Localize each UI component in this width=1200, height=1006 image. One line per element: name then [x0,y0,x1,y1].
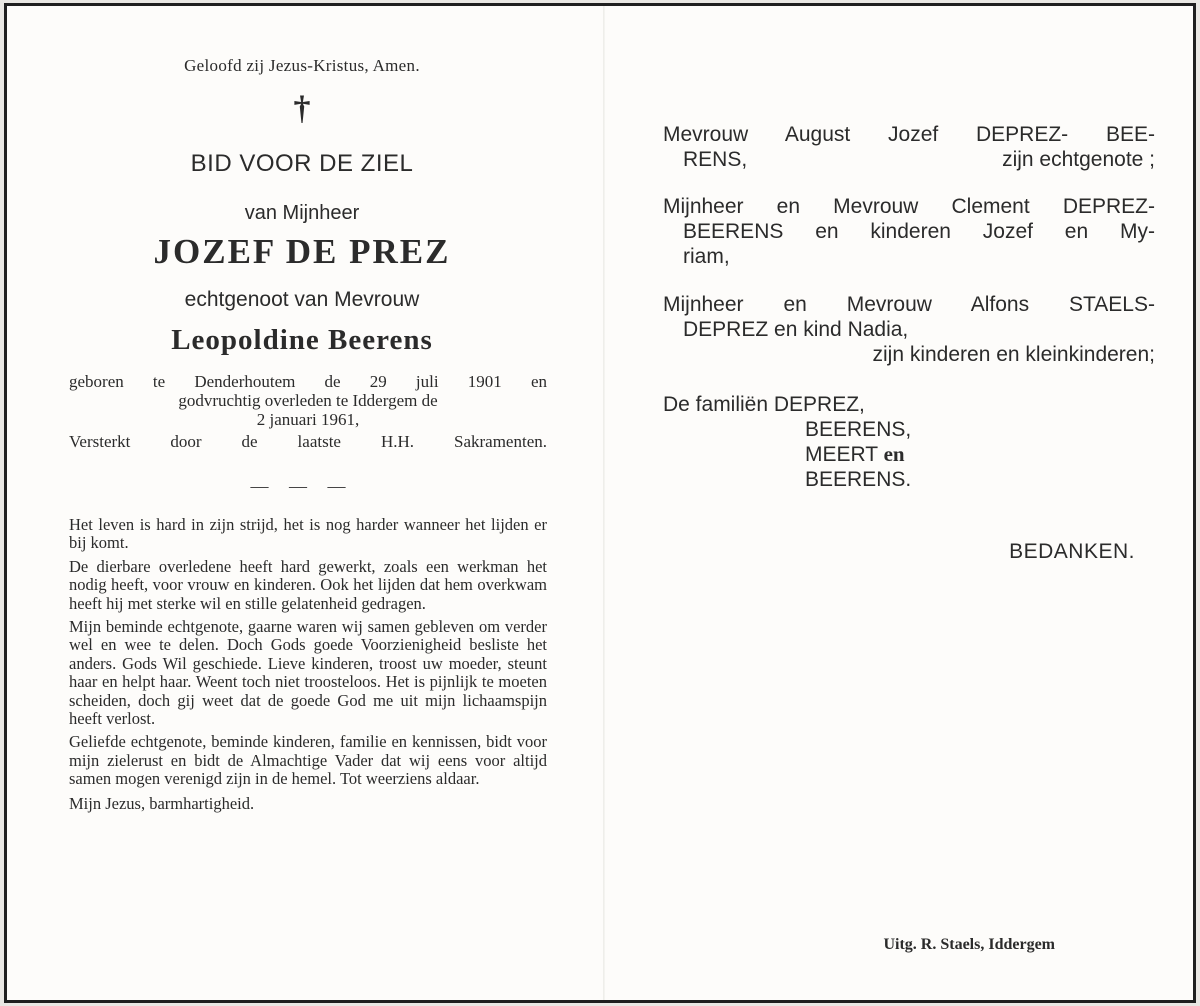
right-page [605,6,1195,1000]
paragraph-4: Geliefde echtgenote, beminde kinderen, familie en kennissen, bidt voor mijn zielerust en bidt de Almachtige Vader dat wij eens voor altijd samen mogen verenigd zijn in de hemel. Tot weerziens aldaar. [69,732,547,789]
publisher: Uitg. R. Staels, Iddergem [883,936,1055,953]
families-list [663,392,1155,492]
cross-icon: † [293,90,311,127]
family-alfons [663,292,1155,367]
family-line: BEERENS en kinderen Jozef en My- [683,220,1155,243]
paragraph-2: De dierbare overledene heeft hard gewerkt, zoals een werkman het nodig heeft, voor vrouw en kinderen. Ook het lijden dat hem overkwam heeft hij met sterke wil en stille gelatenheid gedragen. [69,556,547,613]
family-name [663,442,1155,467]
family-role: zijn echtgenote ; [1002,148,1155,171]
family-line: De familiën DEPREZ, [663,393,865,416]
death-date: 2 januari 1961, [256,410,360,429]
van-mijnheer: van Mijnheer [244,202,360,224]
family-name: BEERENS. [805,468,912,491]
family-line [663,147,1155,172]
paragraph-3: Mijn beminde echtgenote, gaarne waren wij samen gebleven om verder wel en wee te delen. Doch Gods goede Voorzienigheid besliste het anders. Gods Wil geschiede. Lieve kinderen, troost uw moeder, steunt haar en helpt haar. Weent toch niet troosteloos. Het is pijnlijk te moeten scheiden, doch gij weet dat de goede God me uit mijn lichaamspijn heeft verlost. [69,617,547,729]
family-line-part: RENS, [683,148,748,171]
sacraments-line: Versterkt door de laatste H.H. Sakramenten. [69,432,547,451]
memorial-card [4,3,1196,1003]
family-line: riam, [683,245,730,268]
birth-death-details [69,372,547,451]
family-line: DEPREZ en kind Nadia, [683,318,909,341]
separator-dashes: — — — [250,476,354,496]
spouse-name: Leopoldine Beerens [171,324,433,356]
prayer-heading: BID VOOR DE ZIEL [190,150,414,177]
farewell-text [69,516,547,818]
family-role: zijn kinderen en kleinkinderen; [872,343,1155,366]
family-clement [663,194,1155,269]
conjunction: en [883,442,905,466]
paragraph-1: Het leven is hard in zijn strijd, het is nog harder wanneer het lijden er bij komt. [69,515,547,553]
family-name-text: MEERT [805,443,878,466]
family-spouse [663,122,1155,172]
family-name: BEERENS, [805,418,912,441]
left-page [7,6,603,1000]
thanks: BEDANKEN. [1009,540,1135,563]
closing-prayer: Mijn Jezus, barmhartigheid. [69,793,255,813]
family-line: Mijnheer en Mevrouw Alfons STAELS- [663,293,1155,316]
invocation: Geloofd zij Jezus-Kristus, Amen. [184,56,420,75]
deceased-name: JOZEF DE PREZ [153,232,451,271]
family-line: Mijnheer en Mevrouw Clement DEPREZ- [663,195,1155,218]
birth-line: geboren te Denderhoutem de 29 juli 1901 en [69,372,547,391]
death-line: godvruchtig overleden te Iddergem de [178,391,438,410]
family-line: Mevrouw August Jozef DEPREZ- BEE- [663,123,1155,146]
spouse-of: echtgenoot van Mevrouw [184,288,420,311]
